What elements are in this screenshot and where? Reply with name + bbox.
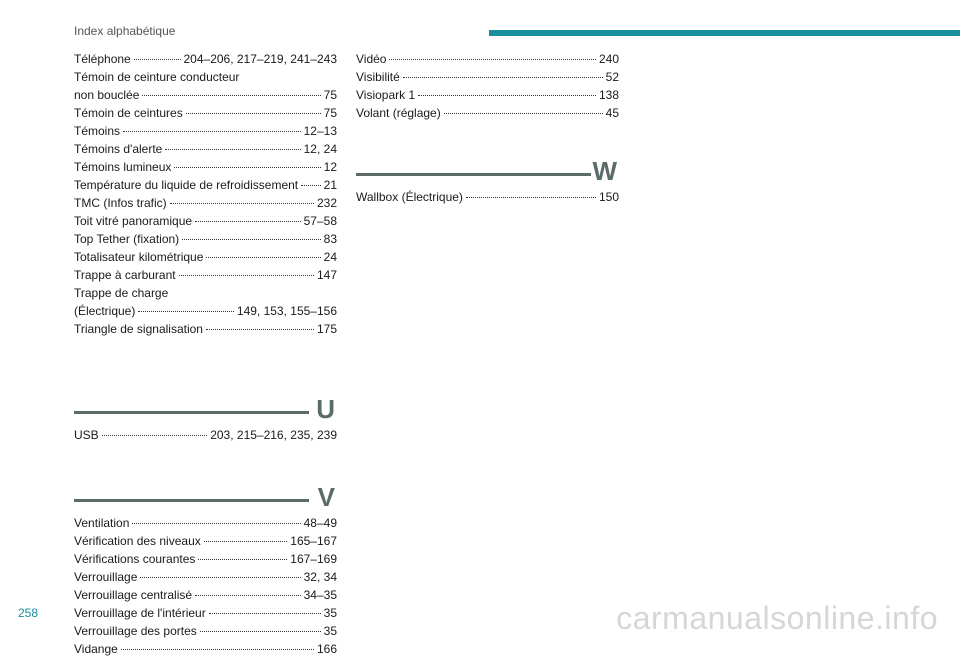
- index-entry-line: [356, 68, 619, 86]
- index-entry: [356, 104, 619, 122]
- entry-page-numbers: 35: [323, 624, 337, 638]
- section-divider: [74, 499, 309, 502]
- index-entry: [74, 568, 337, 586]
- index-entry: [356, 50, 619, 68]
- section-header-v: [74, 476, 337, 514]
- dot-leader: [389, 59, 595, 60]
- entry-label: Température du liquide de refroidissement: [74, 178, 299, 192]
- index-entry: [74, 586, 337, 604]
- entry-label: Triangle de signalisation: [74, 322, 203, 336]
- section-letter-u: U: [316, 394, 335, 424]
- dot-leader: [198, 559, 287, 560]
- index-entry: [74, 514, 337, 532]
- entry-page-numbers: 48–49: [303, 516, 337, 530]
- index-entry: [74, 176, 337, 194]
- entry-label: Verrouillage des portes: [74, 624, 197, 638]
- dot-leader: [195, 221, 301, 222]
- entry-label: non bouclée: [74, 88, 140, 102]
- entry-page-numbers: 75: [323, 88, 337, 102]
- entry-page-numbers: 21: [323, 178, 337, 192]
- entry-label: Trappe à carburant: [74, 268, 176, 282]
- index-entry-line: [74, 604, 337, 622]
- index-entry: [74, 50, 337, 68]
- entry-label: Témoin de ceinture conducteur: [74, 70, 240, 84]
- entry-label: Visiopark 1: [356, 88, 416, 102]
- dot-leader: [138, 311, 234, 312]
- entry-label: Vidéo: [356, 52, 387, 66]
- entry-label: Vérification des niveaux: [74, 534, 201, 548]
- dot-leader: [134, 59, 181, 60]
- entries-u-group: [74, 426, 337, 444]
- entry-page-numbers: 165–167: [290, 534, 337, 548]
- index-entry-line: [74, 122, 337, 140]
- dot-leader: [179, 275, 314, 276]
- index-entry: [74, 140, 337, 158]
- entry-label: Trappe de charge: [74, 286, 169, 300]
- index-entry: [356, 86, 619, 104]
- dot-leader: [102, 435, 208, 436]
- dot-leader: [170, 203, 314, 204]
- entry-page-numbers: 175: [316, 322, 337, 336]
- entry-label: Wallbox (Électrique): [356, 190, 463, 204]
- entry-label: USB: [74, 428, 99, 442]
- index-entry-line: [356, 86, 619, 104]
- entry-page-numbers: 12–13: [303, 124, 337, 138]
- entry-page-numbers: 12, 24: [303, 142, 337, 156]
- entry-label: Verrouillage de l'intérieur: [74, 606, 206, 620]
- index-entry-line: [74, 426, 337, 444]
- index-entry-line: [74, 302, 337, 320]
- watermark: carmanualsonline.info: [616, 600, 938, 636]
- index-entry: [74, 158, 337, 176]
- dot-leader: [182, 239, 320, 240]
- dot-leader: [204, 541, 288, 542]
- entry-page-numbers: 57–58: [303, 214, 337, 228]
- index-entry-line: [74, 68, 337, 86]
- entries-v-group: [74, 514, 337, 658]
- entry-label: Téléphone: [74, 52, 131, 66]
- entry-label: (Électrique): [74, 304, 136, 318]
- entries-t-group: [74, 50, 337, 338]
- index-entry: [74, 426, 337, 444]
- index-entry-line: [74, 266, 337, 284]
- dot-leader: [165, 149, 300, 150]
- entry-label: Visibilité: [356, 70, 400, 84]
- dot-leader: [140, 577, 300, 578]
- index-entry: [74, 604, 337, 622]
- entry-label: Verrouillage: [74, 570, 138, 584]
- dot-leader: [142, 95, 320, 96]
- dot-leader: [444, 113, 603, 114]
- index-entry-line: [74, 212, 337, 230]
- index-entry: [74, 248, 337, 266]
- entry-label: Top Tether (fixation): [74, 232, 180, 246]
- index-entry: [74, 622, 337, 640]
- entry-page-numbers: 150: [598, 190, 619, 204]
- index-entry: [74, 320, 337, 338]
- entry-label: TMC (Infos trafic): [74, 196, 167, 210]
- index-entry: [74, 640, 337, 658]
- index-entry-line: [74, 320, 337, 338]
- index-entry-line: [74, 586, 337, 604]
- index-entry-line: [74, 104, 337, 122]
- entry-page-numbers: 34–35: [303, 588, 337, 602]
- entry-label: Verrouillage centralisé: [74, 588, 193, 602]
- dot-leader: [123, 131, 301, 132]
- dot-leader: [418, 95, 596, 96]
- index-entry: [74, 194, 337, 212]
- index-entry: [74, 532, 337, 550]
- section-divider: [74, 411, 309, 414]
- entry-label: Ventilation: [74, 516, 130, 530]
- index-entry-line: [74, 176, 337, 194]
- entry-page-numbers: 149, 153, 155–156: [236, 304, 337, 318]
- index-entry: [74, 122, 337, 140]
- entry-page-numbers: 232: [316, 196, 337, 210]
- entry-page-numbers: 166: [316, 642, 337, 656]
- entry-label: Témoins d'alerte: [74, 142, 163, 156]
- index-entry-line: [74, 230, 337, 248]
- entry-page-numbers: 24: [323, 250, 337, 264]
- index-entry-line: [74, 50, 337, 68]
- dot-leader: [209, 613, 321, 614]
- entry-label: Volant (réglage): [356, 106, 441, 120]
- index-entry-line: [74, 532, 337, 550]
- dot-leader: [301, 185, 321, 186]
- index-entry-line: [74, 568, 337, 586]
- index-entry-line: [356, 50, 619, 68]
- entry-page-numbers: 138: [598, 88, 619, 102]
- dot-leader: [132, 523, 300, 524]
- section-letter-w: W: [592, 156, 617, 186]
- index-entry-line: [74, 284, 337, 302]
- dot-leader: [403, 77, 603, 78]
- dot-leader: [206, 257, 320, 258]
- section-header-u: [74, 388, 337, 426]
- entries-v-continued-group: [356, 50, 619, 122]
- index-entry-line: [74, 248, 337, 266]
- page-number: 258: [18, 606, 39, 620]
- entry-label: Toit vitré panoramique: [74, 214, 193, 228]
- dot-leader: [195, 595, 301, 596]
- dot-leader: [186, 113, 321, 114]
- index-entry: [74, 104, 337, 122]
- entry-label: Vidange: [74, 642, 118, 656]
- index-entry-line: [74, 86, 337, 104]
- index-entry-line: [74, 158, 337, 176]
- header-title: Index alphabétique: [74, 24, 176, 38]
- index-entry-line: [356, 104, 619, 122]
- entry-page-numbers: 32, 34: [303, 570, 337, 584]
- entry-label: Vérifications courantes: [74, 552, 196, 566]
- index-entry: [74, 266, 337, 284]
- entry-page-numbers: 45: [605, 106, 619, 120]
- index-column-right: [356, 50, 619, 206]
- index-entry-line: [74, 514, 337, 532]
- entry-page-numbers: 52: [605, 70, 619, 84]
- entries-w-group: [356, 188, 619, 206]
- dot-leader: [121, 649, 314, 650]
- index-entry: [74, 212, 337, 230]
- header-accent-bar: [489, 30, 960, 36]
- entry-page-numbers: 167–169: [290, 552, 337, 566]
- index-entry: [74, 550, 337, 568]
- entry-page-numbers: 147: [316, 268, 337, 282]
- index-entry-line: [356, 188, 619, 206]
- entry-page-numbers: 83: [323, 232, 337, 246]
- entry-label: Témoins: [74, 124, 121, 138]
- index-entry: [74, 284, 337, 320]
- section-header-w: [356, 150, 619, 188]
- index-entry-line: [74, 622, 337, 640]
- entry-page-numbers: 12: [323, 160, 337, 174]
- entry-page-numbers: 75: [323, 106, 337, 120]
- dot-leader: [200, 631, 321, 632]
- index-entry-line: [74, 140, 337, 158]
- section-letter-v: V: [317, 482, 335, 512]
- entry-page-numbers: 204–206, 217–219, 241–243: [183, 52, 337, 66]
- index-column-left: [74, 50, 337, 658]
- entry-page-numbers: 240: [598, 52, 619, 66]
- dot-leader: [466, 197, 596, 198]
- index-entry: [356, 188, 619, 206]
- entry-label: Témoin de ceintures: [74, 106, 183, 120]
- index-entry: [356, 68, 619, 86]
- entry-label: Témoins lumineux: [74, 160, 172, 174]
- dot-leader: [174, 167, 320, 168]
- entry-label: Totalisateur kilométrique: [74, 250, 204, 264]
- index-entry-line: [74, 194, 337, 212]
- dot-leader: [206, 329, 314, 330]
- index-entry: [74, 68, 337, 104]
- index-entry-line: [74, 640, 337, 658]
- section-divider: [356, 173, 591, 176]
- index-entry-line: [74, 550, 337, 568]
- entry-page-numbers: 35: [323, 606, 337, 620]
- index-entry: [74, 230, 337, 248]
- entry-page-numbers: 203, 215–216, 235, 239: [210, 428, 337, 442]
